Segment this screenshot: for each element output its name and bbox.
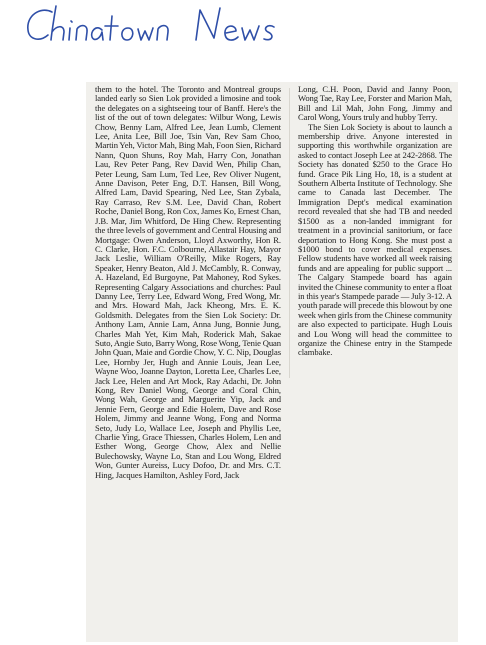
article-right-column: [298, 85, 452, 375]
left-column-text: them to the hotel. The Toronto and Montreal groups landed early so Sien Lok provided a limosine and took the delegates on a sightseeing tour of Banff. Here's the list of the out of town delegates: Wilbur Wong, Lewis Chow, Benny Lam, Alfred Lee, Jean Lumb, Clement Lee, Anita Lee, Bill Joe, Tsin Van, Rev Sam Choo, Martin Yeh, Victor Mah, Bing Mah, Foon Sien, Richard Nann, Quon Shuns, Roy Mah, Harry Con, Jonathan Lau, Rev Peter Pang, Rev David Wen, Philip Chan, Peter Leung, Sam Lum, Ted Lee, Rev Oliver Nugent, Anne Davison, Peter Eng, D.T. Hansen, Bill Wong, Alfred Lam, David Spearing, Ned Lee, Stan Zybala, Ray Carraso, Rev S.M. Lee, David Chan, Robert Roche, Daniel Bong, Ron Cox, James Ko, Ernest Chan, J.B. Mar, Jim Whitford, De Hing Chew. Representing the three levels of government and Central Housing and Mortgage: Owen Anderson, Lloyd Axworthy, Hon R. C. Clarke, Hon. F.C. Colbourne, Allastair Hay, Mayor Jack Leslie, William O'Reilly, Mike Rogers, Ray Speaker, Henry Beaton, Ald J. McCambly, R. Conway, A. Hazeland, Ed Burgoyne, Pat Mahoney, Rod Sykes. Representing Calgary Associations and churches: Paul Danny Lee, Terry Lee, Edward Wong, Fred Wong, Mr. and Mrs. Howard Mah, Jack Kheong, Mrs. E. K. Goldsmith. Delegates from the Sien Lok Society: Dr. Anthony Lam, Annie Lam, Anna Jung, Bonnie Jung, Charles Mah Yet, Kim Mah, Roderick Mah, Sakae Suto, Angie Suto, Barry Wong, Rose Wong, Tenie Quan John Quan, Maie and Gordie Chow, Y. C. Nip, Douglas Lee, Hornby Jer, Hugh and Annie Louis, Jean Lee, Wayne Woo, Joanne Dayton, Loretta Lee, Charles Lee, Jack Lee, Helen and Art Mock, Ray Adachi, Dr. John Kong, Rev Daniel Wong, George and Coral Chin, Wong Wah, George and Marguerite Yip, Jack and Jennie Fern, George and Edie Holem, Dave and Rose Holem, Jimmy and Jeanne Wong, Fong and Norma Seto, Judy Lo, Wallace Lee, Joseph and Phyllis Lee, Charlie Ying, Grace Thiessen, Charles Holem, Len and Esther Wong, George Chow, Alex and Nellie Bulechowsky, Wayne Lo, Stan and Lou Wong, Eldred Won, Gunter Aureiss, Lucy Dofoo, Dr. and Mrs. C.T. Hing, Jacques Hamilton, Ashley Ford, Jack: [95, 85, 281, 480]
right-column-paragraph-1: Long, C.H. Poon, David and Janny Poon, Wong Tae, Ray Lee, Forster and Marion Mah, Bill and Lil Mah, John Fong, Jimmy and Carol Wong, Yours truly and hubby Terry.: [298, 85, 452, 123]
handwritten-title: [14, 2, 334, 52]
column-divider: [289, 88, 290, 378]
newspaper-clipping: [86, 82, 458, 642]
right-column-paragraph-2: The Sien Lok Society is about to launch a membership drive. Anyone interested in supporting this worthwhile organization are asked to contact Joseph Lee at 242-2868. The Society has donated $250 to the Grace Ho fund. Grace Pik Ling Ho, 18, is a student at Southern Alberta Institute of Technology. She came to Canada last December. The Immigration Dept's medical examination record revealed that she had TB and needed $1500 as a non-landed immigrant for treatment in a provincial sanitorium, or face deportation to Hong Kong. She must post a $1000 bond to cover medical expenses. Fellow students have worked all week raising funds and are appealing for public support ... The Calgary Stampede board has again invited the Chinese community to enter a float in this year's Stampede parade — July 3-12. A youth parade will precede this blowout by one week when girls from the Chinese community are also expected to participate. Hugh Louis and Lou Wong will head the committee to organize the Chinese entry in the Stampede clambake.: [298, 121, 452, 358]
article-left-column: [95, 85, 281, 640]
